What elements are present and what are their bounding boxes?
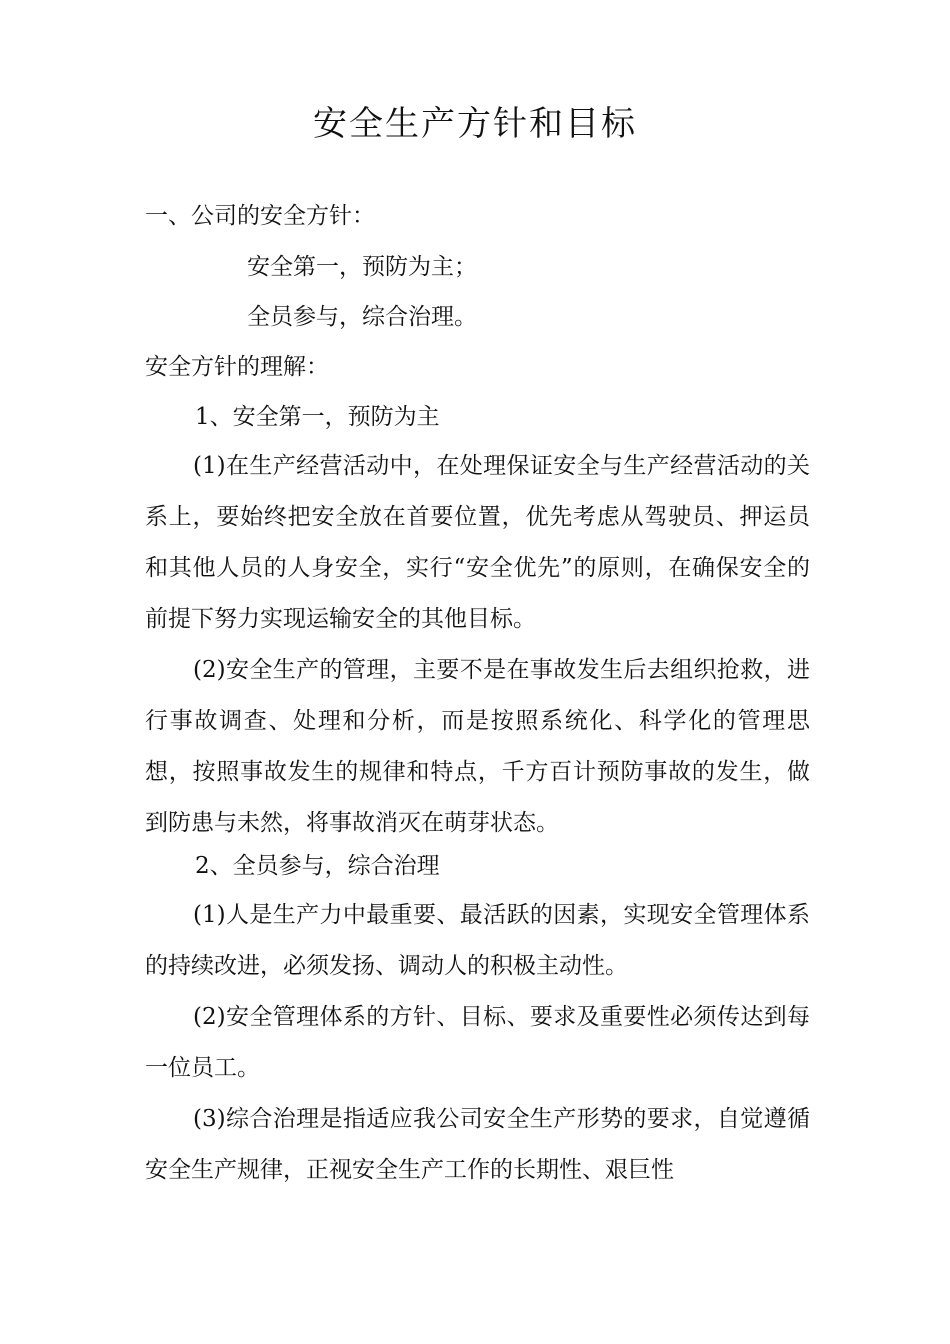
paragraph-1-2: (2)安全生产的管理，主要不是在事故发生后去组织抢救，进行事故调查、处理和分析，而是按照系统化、科学化的管理思想，按照事故发生的规律和特点，千方百计预防事故的发生，做到防患与未然，将事故消灭在萌芽状态。 xyxy=(145,657,810,836)
subsection-heading-1: 1、安全第一，预防为主 xyxy=(195,404,440,430)
policy-motto-line-1: 安全第一，预防为主； xyxy=(247,254,477,280)
section-heading-understanding: 安全方针的理解： xyxy=(145,354,329,380)
paragraph-2-2: (2)安全管理体系的方针、目标、要求及重要性必须传达到每一位员工。 xyxy=(145,1004,810,1081)
subsection-heading-2: 2、全员参与，综合治理 xyxy=(195,853,440,879)
page-title: 安全生产方针和目标 xyxy=(313,104,637,144)
section-heading-policy: 一、公司的安全方针： xyxy=(145,203,375,229)
paragraph-2-1: (1)人是生产力中最重要、最活跃的因素，实现安全管理体系的持续改进，必须发扬、调动人的积极主动性。 xyxy=(145,902,810,979)
paragraph-2-3: (3)综合治理是指适应我公司安全生产形势的要求，自觉遵循安全生产规律，正视安全生产工作的长期性、艰巨性 xyxy=(145,1106,810,1183)
policy-motto-line-2: 全员参与，综合治理。 xyxy=(247,304,477,330)
paragraph-1-1: (1)在生产经营活动中，在处理保证安全与生产经营活动的关系上，要始终把安全放在首要位置，优先考虑从驾驶员、押运员和其他人员的人身安全，实行“安全优先”的原则，在确保安全的前提下努力实现运输安全的其他目标。 xyxy=(145,453,810,632)
